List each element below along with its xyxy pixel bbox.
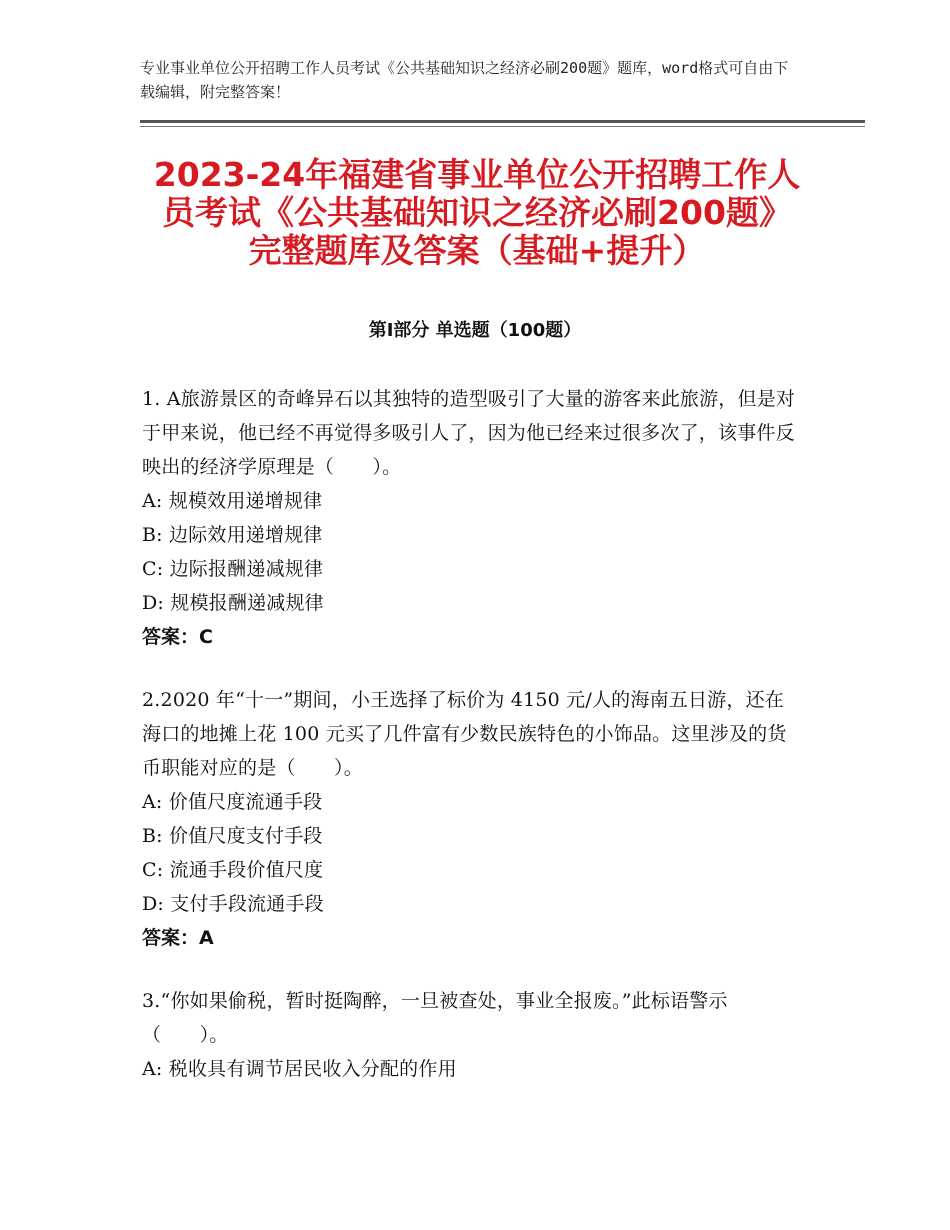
answer-line: 答案：A bbox=[142, 927, 214, 949]
option-a: A: 价值尺度流通手段 bbox=[142, 791, 323, 813]
question-3 bbox=[142, 984, 802, 1086]
option-d: D: 支付手段流通手段 bbox=[142, 893, 324, 915]
answer-line: 答案：C bbox=[142, 626, 213, 648]
section-heading: 第Ⅰ部分 单选题（100题） bbox=[368, 320, 582, 341]
question-list bbox=[142, 382, 802, 1115]
question-stem: 1. A旅游景区的奇峰异石以其独特的造型吸引了大量的游客来此旅游，但是对于甲来说，他已经不再觉得多吸引人了，因为他已经来过很多次了，该事件反映出的经济学原理是（ ）。 bbox=[142, 388, 796, 478]
option-c: C: 边际报酬递减规律 bbox=[142, 558, 324, 580]
option-c: C: 流通手段价值尺度 bbox=[142, 859, 324, 881]
title-line-2: 员考试《公共基础知识之经济必刷200题》 bbox=[162, 193, 792, 232]
question-2 bbox=[142, 683, 802, 955]
question-1 bbox=[142, 382, 802, 654]
option-b: B: 价值尺度支付手段 bbox=[142, 825, 323, 847]
question-stem: 2.2020 年“十一”期间，小王选择了标价为 4150 元/人的海南五日游，还在海口的地摊上花 100 元买了几件富有少数民族特色的小饰品。这里涉及的货币职能对应的是（ ）。 bbox=[142, 689, 787, 779]
option-b: B: 边际效用递增规律 bbox=[142, 524, 323, 546]
header-divider-thick bbox=[140, 120, 865, 123]
header-divider-thin bbox=[140, 126, 865, 127]
document-title bbox=[142, 156, 812, 270]
title-line-1: 2023-24年福建省事业单位公开招聘工作人 bbox=[153, 155, 801, 194]
option-d: D: 规模报酬递减规律 bbox=[142, 592, 324, 614]
option-a: A: 规模效用递增规律 bbox=[142, 490, 323, 512]
title-line-3: 完整题库及答案（基础+提升） bbox=[248, 231, 706, 270]
option-a: A: 税收具有调节居民收入分配的作用 bbox=[142, 1058, 457, 1080]
question-stem: 3.“你如果偷税，暂时挺陶醉，一旦被查处，事业全报废。”此标语警示（ ）。 bbox=[142, 990, 728, 1046]
header-note: 专业事业单位公开招聘工作人员考试《公共基础知识之经济必刷200题》题库，word格式可自由下载编辑，附完整答案！ bbox=[140, 59, 789, 101]
